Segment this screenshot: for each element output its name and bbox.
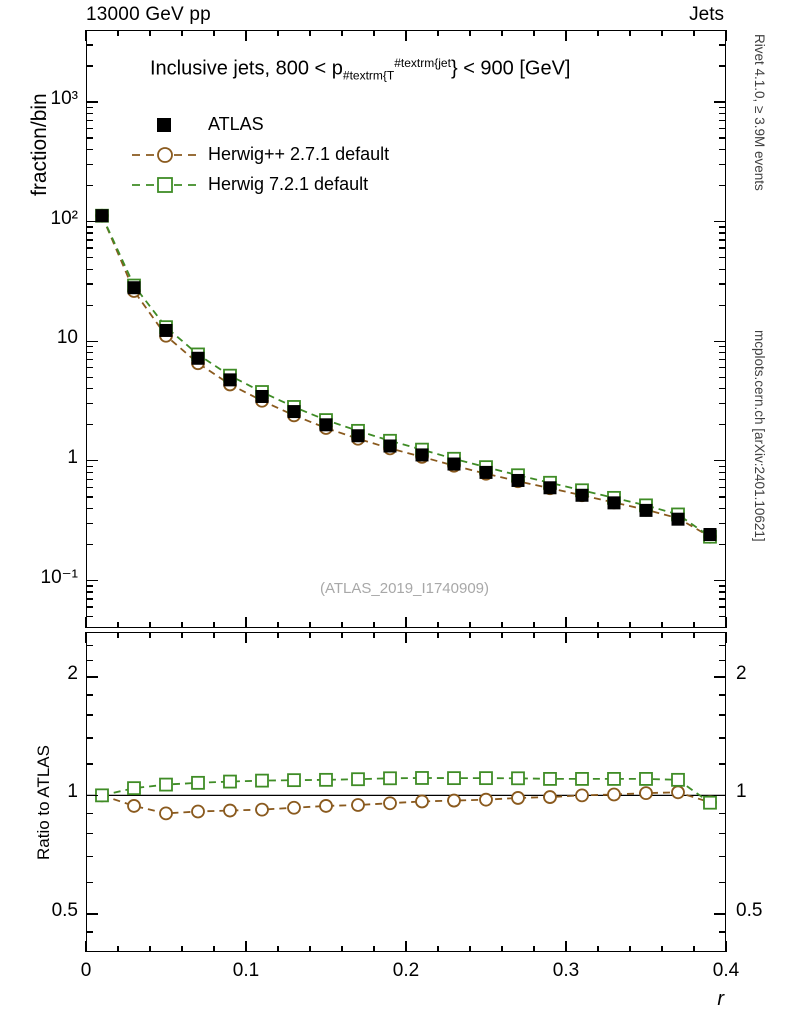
axis-tick — [86, 694, 93, 695]
axis-tick — [719, 813, 726, 814]
axis-tick — [719, 931, 726, 932]
axis-tick — [117, 946, 118, 952]
axis-tick — [719, 694, 726, 695]
axis-tick — [373, 946, 374, 952]
y-axis-title-ratio: Ratio to ATLAS — [34, 745, 53, 860]
axis-tick — [719, 913, 726, 914]
plot-title-sup: #textrm{jet — [394, 56, 451, 70]
axis-tick — [719, 737, 726, 738]
axis-tick — [437, 946, 438, 952]
axis-tick — [719, 645, 726, 646]
axis-tick — [86, 931, 93, 932]
x-tick-label: 0.3 — [552, 960, 580, 981]
legend-label-herwigpp: Herwig++ 2.7.1 default — [208, 144, 390, 164]
axis-tick — [86, 676, 93, 677]
axis-tick — [213, 632, 214, 638]
y-tick-label: 10 — [56, 327, 78, 349]
y-axis-title-main: fraction/bin — [28, 93, 51, 196]
axis-tick — [86, 737, 93, 738]
axis-tick — [629, 632, 630, 638]
axis-tick — [309, 632, 310, 638]
axis-tick — [86, 833, 93, 834]
axis-tick — [86, 856, 93, 857]
axis-tick — [469, 632, 470, 638]
axis-tick — [149, 946, 150, 952]
y-tick-label: 1 — [67, 446, 78, 468]
y-tick-label-right: 2 — [736, 662, 747, 684]
axis-tick — [725, 941, 726, 952]
dataset-watermark: (ATLAS_2019_I1740909) — [320, 580, 490, 597]
axis-tick — [149, 632, 150, 638]
axis-tick — [437, 632, 438, 638]
axis-tick — [597, 946, 598, 952]
axis-tick — [719, 763, 726, 764]
axis-tick — [565, 632, 566, 643]
axis-tick — [565, 941, 566, 952]
axis-tick — [86, 645, 93, 646]
axis-tick — [719, 833, 726, 834]
axis-tick — [533, 632, 534, 638]
rivet-caption: Rivet 4.1.0, ≥ 3.9M events — [752, 34, 767, 191]
axis-tick — [181, 632, 182, 638]
axis-tick — [277, 946, 278, 952]
plot-title-prefix: Inclusive jets, 800 < p — [150, 57, 343, 80]
axis-tick — [181, 946, 182, 952]
legend-label-herwig7: Herwig 7.2.1 default — [208, 174, 369, 194]
axis-tick — [719, 795, 726, 796]
axis-tick — [501, 632, 502, 638]
axis-tick — [661, 946, 662, 952]
axis-tick — [86, 913, 93, 914]
axis-tick — [245, 632, 246, 643]
axis-tick — [597, 632, 598, 638]
axis-tick — [501, 946, 502, 952]
axis-tick — [86, 882, 93, 883]
header-left-label: 13000 GeV pp — [86, 4, 211, 25]
axis-tick — [85, 632, 86, 643]
axis-tick — [309, 946, 310, 952]
axis-tick — [341, 946, 342, 952]
plot-title-sub: #textrm{T — [342, 68, 395, 83]
y-tick-label: 10⁻¹ — [40, 567, 78, 589]
axis-tick — [85, 941, 86, 952]
x-tick-label: 0.2 — [392, 960, 420, 981]
axis-tick — [719, 714, 726, 715]
axis-tick — [533, 946, 534, 952]
y-tick-label: 10³ — [50, 88, 78, 109]
legend-label-atlas: ATLAS — [208, 114, 264, 134]
axis-tick — [661, 632, 662, 638]
axis-tick — [629, 946, 630, 952]
axis-tick — [405, 632, 406, 643]
y-tick-label: 1 — [67, 781, 78, 803]
axis-tick — [719, 882, 726, 883]
axis-tick — [245, 941, 246, 952]
axis-tick — [693, 946, 694, 952]
axis-tick — [86, 660, 93, 661]
axis-tick — [373, 632, 374, 638]
axis-tick — [693, 632, 694, 638]
axis-tick — [117, 632, 118, 638]
axis-tick — [86, 714, 93, 715]
header-right-label: Jets — [689, 4, 724, 25]
axis-tick — [86, 813, 93, 814]
axis-tick — [719, 660, 726, 661]
axis-tick — [719, 676, 726, 677]
axis-tick — [86, 795, 93, 796]
axis-tick — [725, 632, 726, 643]
axis-tick — [405, 941, 406, 952]
y-tick-label: 10² — [50, 207, 78, 229]
y-tick-label: 2 — [67, 662, 78, 684]
x-tick-label: 0.4 — [712, 960, 740, 981]
plot-title-suffix: } < 900 [GeV] — [450, 57, 571, 80]
axis-tick — [86, 763, 93, 764]
y-tick-label-right: 1 — [736, 781, 747, 803]
x-tick-label: 0.1 — [232, 960, 260, 981]
x-tick-label: 0 — [80, 960, 92, 981]
axis-tick — [341, 632, 342, 638]
axis-tick — [213, 946, 214, 952]
arxiv-caption: mcplots.cern.ch [arXiv:2401.10621] — [752, 330, 767, 542]
axis-tick — [277, 632, 278, 638]
axis-tick — [719, 856, 726, 857]
y-tick-label-right: 0.5 — [736, 899, 763, 921]
x-axis-title: r — [717, 988, 724, 1010]
axis-tick — [469, 946, 470, 952]
y-tick-label: 0.5 — [51, 899, 78, 921]
